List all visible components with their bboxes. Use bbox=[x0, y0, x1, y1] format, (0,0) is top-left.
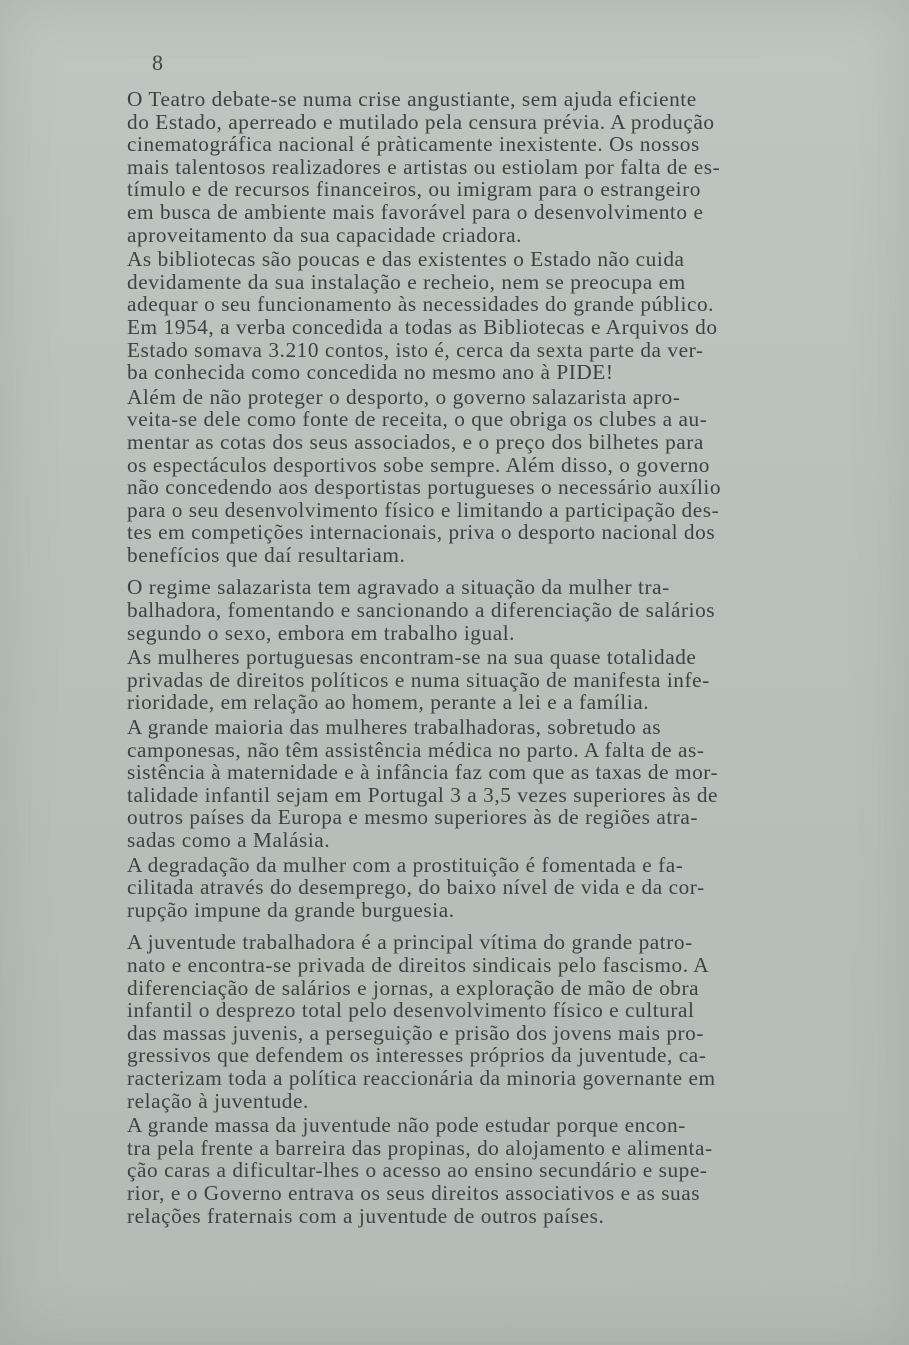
text-line: veita-se dele como fonte de receita, o que obriga os clubes a au- bbox=[127, 407, 708, 432]
text-line: relações fraternais com a juventude de outros países. bbox=[127, 1203, 605, 1228]
text-line: camponesas, não têm assistência médica no parto. A falta de as- bbox=[127, 737, 705, 762]
paragraph bbox=[105, 931, 825, 1112]
text-line: racterizam toda a política reaccionária da minoria governante em bbox=[127, 1065, 716, 1090]
text-line: Estado somava 3.210 contos, isto é, cerca da sexta parte da ver- bbox=[127, 337, 704, 362]
text-line: do Estado, aperreado e mutilado pela censura prévia. A produção bbox=[127, 109, 715, 134]
text-line: As bibliotecas são poucas e das existentes o Estado não cuida bbox=[127, 247, 685, 272]
text-line: aproveitamento da sua capacidade criadora. bbox=[127, 222, 523, 247]
text-line: rioridade, em relação ao homem, perante a lei e a família. bbox=[127, 690, 650, 715]
text-line: A juventude trabalhadora é a principal vítima do grande patro- bbox=[127, 930, 693, 955]
text-line: segundo o sexo, embora em trabalho igual. bbox=[127, 620, 516, 645]
text-line: rupção impune da grande burguesia. bbox=[127, 897, 455, 922]
text-line: As mulheres portuguesas encontram-se na sua quase totalidade bbox=[127, 645, 697, 670]
body-text bbox=[105, 88, 825, 1227]
text-line: infantil o desprezo total pelo desenvolvimento físico e cultural bbox=[127, 998, 695, 1023]
text-line: A degradação da mulher com a prostituição é fomentada e fa- bbox=[127, 852, 684, 877]
text-line: os espectáculos desportivos sobe sempre. Além disso, o governo bbox=[127, 452, 710, 477]
paragraph bbox=[105, 248, 825, 384]
text-line: balhadora, fomentando e sancionando a diferenciação de salários bbox=[127, 598, 716, 623]
text-line: benefícios que daí resultariam. bbox=[127, 542, 406, 567]
paragraph bbox=[105, 646, 825, 714]
text-line: nato e encontra-se privada de direitos sindicais pelo fascismo. A bbox=[127, 952, 710, 977]
text-line: para o seu desenvolvimento físico e limitando a participação des- bbox=[127, 497, 720, 522]
text-line: outros países da Europa e mesmo superiores às de regiões atra- bbox=[127, 805, 699, 830]
text-line: Em 1954, a verba concedida a todas as Bibliotecas e Arquivos do bbox=[127, 314, 718, 339]
text-line: privadas de direitos políticos e numa situação de manifesta infe- bbox=[127, 667, 710, 692]
text-line: relação à juventude. bbox=[127, 1088, 309, 1113]
text-line: sistência à maternidade e à infância faz com que as taxas de mor- bbox=[127, 760, 719, 785]
text-line: talidade infantil sejam em Portugal 3 a 3,5 vezes superiores às de bbox=[127, 782, 719, 807]
paragraph bbox=[105, 854, 825, 922]
text-line: tes em competições internacionais, priva o desporto nacional dos bbox=[127, 520, 716, 545]
text-line: mentar as cotas dos seus associados, e o preço dos bilhetes para bbox=[127, 429, 704, 454]
text-line: O regime salazarista tem agravado a situação da mulher tra- bbox=[127, 575, 670, 600]
text-line: gressivos que defendem os interesses próprios da juventude, ca- bbox=[127, 1043, 707, 1068]
text-line: em busca de ambiente mais favorável para o desenvolvimento e bbox=[127, 199, 704, 224]
text-line: cilitada através do desemprego, do baixo nível de vida e da cor- bbox=[127, 875, 705, 900]
text-line: cinematográfica nacional é pràticamente inexistente. Os nossos bbox=[127, 132, 700, 157]
text-line: Além de não proteger o desporto, o governo salazarista apro- bbox=[127, 384, 681, 409]
text-line: sadas como a Malásia. bbox=[127, 828, 331, 852]
text-line: O Teatro debate-se numa crise angustiante, sem ajuda eficiente bbox=[127, 87, 697, 111]
paragraph bbox=[105, 576, 825, 644]
text-line: mais talentosos realizadores e artistas ou estiolam por falta de es- bbox=[127, 154, 721, 179]
text-line: A grande maioria das mulheres trabalhadoras, sobretudo as bbox=[127, 715, 662, 740]
text-line: ba conhecida como concedida no mesmo ano à PIDE! bbox=[127, 360, 614, 385]
text-line: tra pela frente a barreira das propinas, do alojamento e alimenta- bbox=[127, 1135, 713, 1160]
text-line: rior, e o Governo entrava os seus direitos associativos e as suas bbox=[127, 1180, 701, 1205]
paragraph bbox=[105, 716, 825, 852]
text-line: adequar o seu funcionamento às necessidades do grande público. bbox=[127, 292, 715, 317]
text-line: não concedendo aos desportistas portugueses o necessário auxílio bbox=[127, 475, 722, 500]
text-line: diferenciação de salários e jornas, a exploração de mão de obra bbox=[127, 975, 700, 1000]
paragraph bbox=[105, 386, 825, 567]
page-number: 8 bbox=[152, 50, 163, 75]
text-line: ção caras a dificultar-lhes o acesso ao ensino secundário e supe- bbox=[127, 1158, 708, 1183]
text-line: tímulo e de recursos financeiros, ou imigram para o estrangeiro bbox=[127, 177, 701, 202]
text-line: das massas juvenis, a perseguição e prisão dos jovens mais pro- bbox=[127, 1020, 705, 1045]
text-line: devidamente da sua instalação e recheio, nem se preocupa em bbox=[127, 269, 686, 294]
paragraph bbox=[105, 88, 825, 246]
text-line: A grande massa da juventude não pode estudar porque encon- bbox=[127, 1113, 686, 1138]
paragraph bbox=[105, 1114, 825, 1227]
